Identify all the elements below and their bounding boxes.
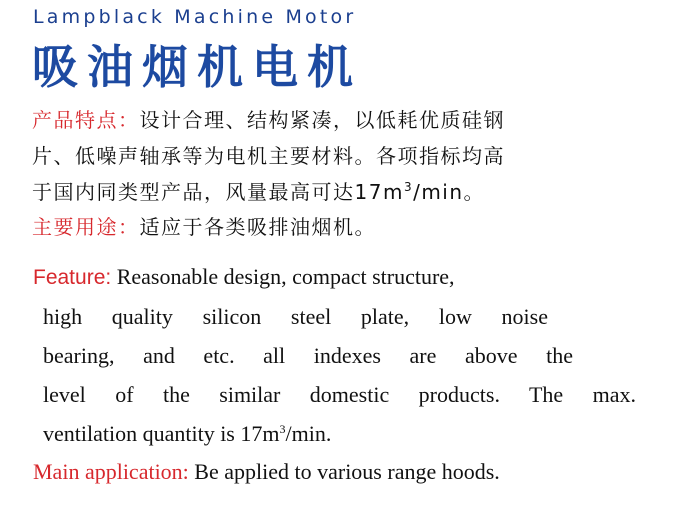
en-application-text: Be applied to various range hoods. xyxy=(194,459,500,484)
cn-features-line-2: 片、低噪声轴承等为电机主要材料。各项指标均高 xyxy=(32,144,505,168)
en-feature-line-1 xyxy=(33,264,455,290)
cn-superscript-3: 3 xyxy=(403,180,414,194)
cn-features-text-3: 于国内同类型产品，风量最高可达17m xyxy=(32,180,404,204)
english-title: Lampblack Machine Motor xyxy=(33,6,357,28)
chinese-title: 吸油烟机电机 xyxy=(32,40,362,94)
en-feature-text-5: ventilation quantity is 17m xyxy=(43,421,280,446)
en-feature-text-1: Reasonable design, compact structure, xyxy=(116,264,455,289)
en-application-line xyxy=(33,459,500,485)
cn-usage-line xyxy=(32,211,376,240)
cn-features-line-1 xyxy=(32,104,505,133)
cn-features-text-3-end: /min。 xyxy=(413,180,486,204)
en-feature-text-3: bearing, and etc. all indexes are above the xyxy=(43,343,573,368)
cn-features-label: 产品特点： xyxy=(32,108,140,132)
en-feature-line-2 xyxy=(43,304,548,330)
en-feature-line-4 xyxy=(43,382,636,408)
en-feature-text-5-end: /min. xyxy=(285,421,332,446)
en-superscript-3: 3 xyxy=(279,422,286,436)
en-feature-text-2: high quality silicon steel plate, low noise xyxy=(43,304,548,329)
en-feature-line-3 xyxy=(43,343,573,369)
en-feature-line-5 xyxy=(43,421,331,447)
en-feature-label: Feature: xyxy=(33,266,112,289)
cn-features-text-1: 设计合理、结构紧凑，以低耗优质硅钢 xyxy=(139,108,505,132)
cn-usage-label: 主要用途： xyxy=(32,215,140,239)
cn-usage-text: 适应于各类吸排油烟机。 xyxy=(139,215,376,239)
cn-features-line-3 xyxy=(32,176,485,205)
en-application-label: Main application: xyxy=(33,459,189,484)
en-feature-text-4: level of the similar domestic products. The max. xyxy=(43,382,636,407)
